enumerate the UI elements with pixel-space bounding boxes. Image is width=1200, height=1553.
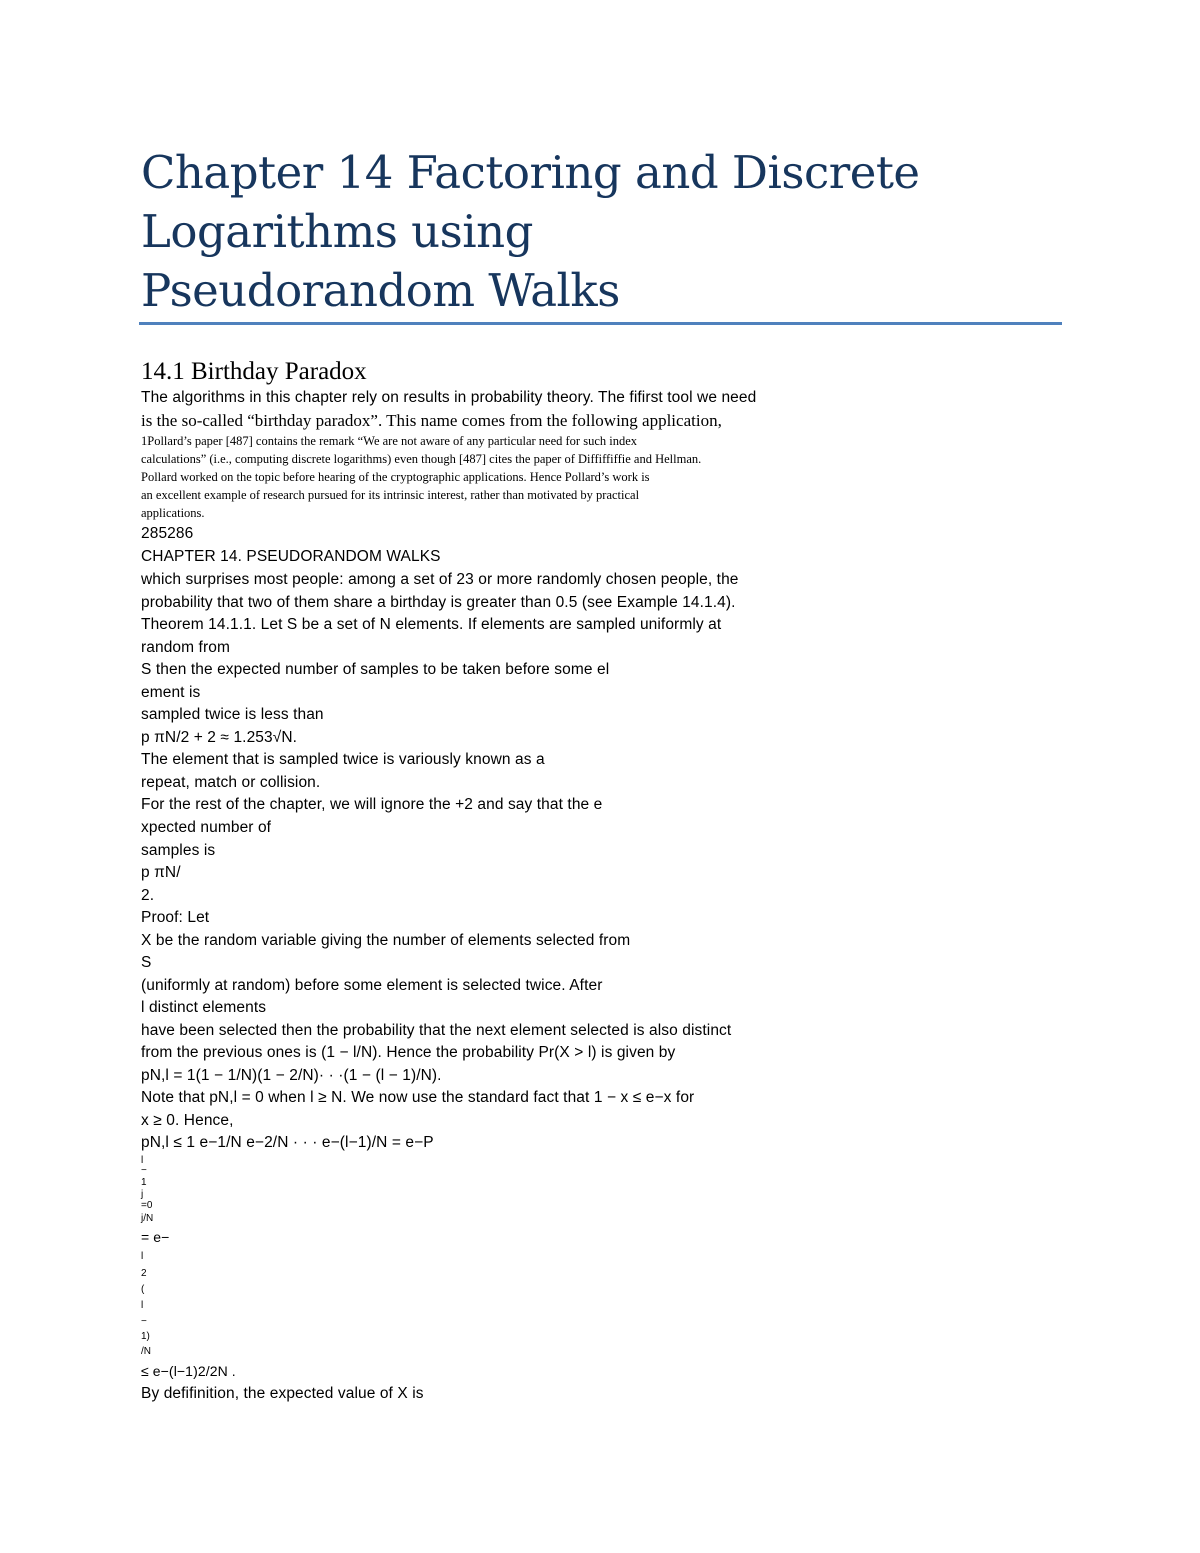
formula-fragment: j/N (141, 1213, 154, 1224)
formula-fragment: l (141, 1251, 144, 1262)
formula-fragment: /N (141, 1346, 151, 1357)
body-text-line: samples is (141, 842, 216, 859)
body-text-line: is the so-called “birthday paradox”. This name comes from the following application, (141, 411, 722, 430)
theorem-line: random from (141, 639, 230, 656)
formula-fragment: ( (141, 1284, 145, 1295)
formula-line: 2. (141, 887, 155, 904)
chapter-title-line: Chapter 14 Factoring and Discrete (141, 146, 920, 199)
body-text-line: xpected number of (141, 819, 272, 836)
formula-fragment: 1) (141, 1331, 150, 1342)
proof-line: l distinct elements (141, 999, 267, 1016)
body-text-line: repeat, match or collision. (141, 774, 321, 791)
body-text-line: The element that is sampled twice is variously known as a (141, 751, 545, 768)
body-text-line: probability that two of them share a birthday is greater than 0.5 (see Example 14.1.4). (141, 594, 736, 611)
proof-line: Note that pN,l = 0 when l ≥ N. We now use the standard fact that 1 − x ≤ e−x for (141, 1089, 695, 1106)
body-text-line: which surprises most people: among a set of 23 or more randomly chosen people, the (141, 571, 739, 588)
page-number: 285286 (141, 525, 194, 542)
formula-fragment: j (141, 1189, 144, 1200)
footnote-line: applications. (141, 506, 205, 520)
title-underline-rule (139, 322, 1062, 325)
body-text-line: The algorithms in this chapter rely on results in probability theory. The fifirst tool we need (141, 389, 757, 406)
footnote-line: an excellent example of research pursued for its intrinsic interest, rather than motivated by practical (141, 488, 640, 502)
proof-line: x ≥ 0. Hence, (141, 1112, 234, 1129)
chapter-title-line: Pseudorandom Walks (141, 264, 620, 317)
proof-line: Proof: Let (141, 909, 210, 926)
proof-line: from the previous ones is (1 − l/N). Hence the probability Pr(X > l) is given by (141, 1044, 676, 1061)
formula-fragment: 2 (141, 1268, 147, 1279)
theorem-line: S then the expected number of samples to be taken before some el (141, 661, 610, 678)
proof-line: S (141, 954, 152, 971)
theorem-line: ement is (141, 684, 201, 701)
formula-fragment: − (141, 1316, 147, 1327)
chapter-title-line: Logarithms using (141, 205, 533, 258)
formula-fragment: − (141, 1165, 147, 1176)
formula-fragment: = e− (141, 1229, 170, 1245)
section-heading: 14.1 Birthday Paradox (141, 358, 367, 385)
formula-fragment: l (141, 1155, 144, 1166)
theorem-line: Theorem 14.1.1. Let S be a set of N elements. If elements are sampled uniformly at (141, 616, 722, 633)
formula-line: pN,l = 1(1 − 1/N)(1 − 2/N)· · ·(1 − (l − 1)/N). (141, 1067, 442, 1084)
formula-line: p πN/ (141, 864, 181, 881)
body-text-line: By defifinition, the expected value of X is (141, 1385, 424, 1402)
formula-fragment: =0 (141, 1200, 153, 1211)
formula-fragment: 1 (141, 1177, 147, 1188)
footnote-line: 1Pollard’s paper [487] contains the remark “We are not aware of any particular need for such index (141, 434, 638, 448)
formula-line: ≤ e−(l−1)2/2N . (141, 1363, 236, 1379)
formula-fragment: l (141, 1300, 144, 1311)
running-header: CHAPTER 14. PSEUDORANDOM WALKS (141, 548, 441, 565)
theorem-line: sampled twice is less than (141, 706, 324, 723)
proof-line: have been selected then the probability that the next element selected is also distinct (141, 1022, 732, 1039)
formula-line: pN,l ≤ 1 e−1/N e−2/N · · · e−(l−1)/N = e−P (141, 1134, 434, 1151)
chapter-title (141, 143, 1081, 320)
proof-line: (uniformly at random) before some element is selected twice. After (141, 977, 603, 994)
footnote-line: Pollard worked on the topic before hearing of the cryptographic applications. Hence Pollard’s work is (141, 470, 650, 484)
formula-line: p πN/2 + 2 ≈ 1.253√N. (141, 729, 298, 746)
footnote-line: calculations” (i.e., computing discrete logarithms) even though [487] cites the paper of Diffiffiffie and Hellman. (141, 452, 702, 466)
body-text-line: For the rest of the chapter, we will ignore the +2 and say that the e (141, 796, 603, 813)
proof-line: X be the random variable giving the number of elements selected from (141, 932, 631, 949)
